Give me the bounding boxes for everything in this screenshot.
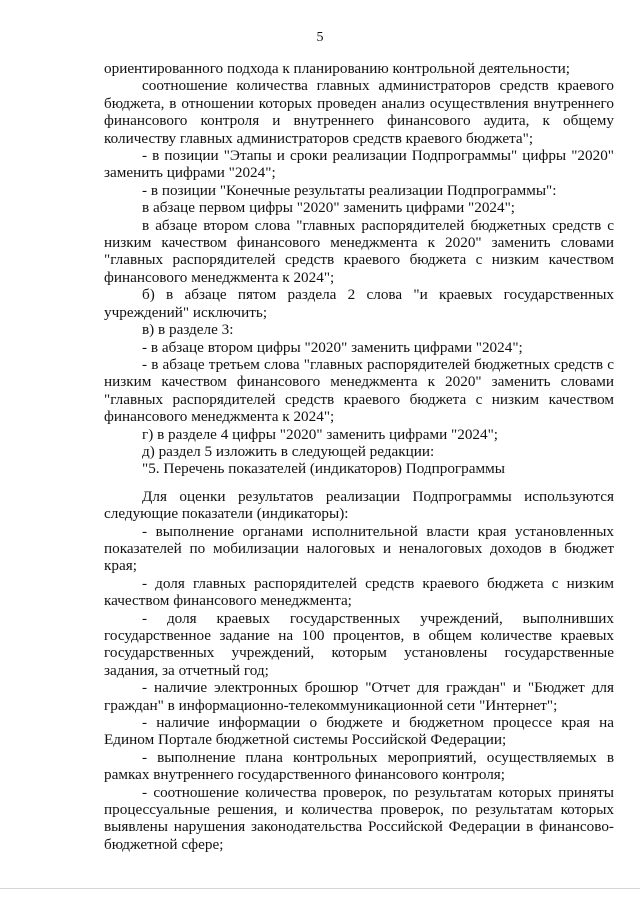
paragraph: в) в разделе 3: bbox=[142, 321, 234, 339]
paragraph: соотношение количества главных администраторов средств краевого бюджета, в отношении которых проведен анализ осуществления внутреннего финансового контроля и внутреннего финансового аудита, к общему количеству главных администраторов средств краевого бюджета"; bbox=[104, 77, 614, 147]
paragraph: - доля краевых государственных учреждений, выполнивших государственное задание на 100 процентов, в общем количестве краевых государственных учреждений, которым установлены государственные задания, за отчетный год; bbox=[104, 609, 614, 679]
paragraph: - соотношение количества проверок, по результатам которых приняты процессуальные решения, и количества проверок, по результатам которых выявлены нарушения законодательства Российской Федерации в финансово-бюджетной сфере; bbox=[104, 783, 614, 853]
document-body bbox=[104, 60, 614, 853]
paragraph: - наличие информации о бюджете и бюджетном процессе края на Едином Портале бюджетной системы Российской Федерации; bbox=[104, 714, 614, 749]
paragraph: - выполнение плана контрольных мероприятий, осуществляемых в рамках внутреннего государственного финансового контроля; bbox=[104, 748, 614, 784]
paragraph: - в абзаце втором цифры "2020" заменить цифрами "2024"; bbox=[142, 338, 523, 356]
paragraph: б) в абзаце пятом раздела 2 слова "и краевых государственных учреждений" исключить; bbox=[104, 286, 614, 321]
paragraph: - в позиции "Конечные результаты реализации Подпрограммы": bbox=[142, 181, 557, 199]
paragraph: - наличие электронных брошюр "Отчет для граждан" и "Бюджет для граждан" в информационно-телекоммуникационной сети "Интернет"; bbox=[104, 679, 614, 714]
paragraph: в абзаце втором слова "главных распорядителей бюджетных средств с низким качеством финансового менеджмента к 2020" заменить словами "главных распорядителей средств краевого бюджета с низким качеством финансового менеджмента к 2024"; bbox=[104, 216, 614, 286]
paragraph: - в позиции "Этапы и сроки реализации Подпрограммы" цифры "2020" заменить цифрами "2024"; bbox=[104, 147, 614, 182]
page-number: 5 bbox=[316, 30, 324, 45]
paragraph: - в абзаце третьем слова "главных распорядителей бюджетных средств с низким качеством финансового менеджмента к 2020" заменить словами "главных распорядителей средств краевого бюджета с низким качеством финансового менеджмента к 2024"; bbox=[104, 355, 614, 426]
scan-edge-line bbox=[0, 888, 640, 889]
paragraph: ориентированного подхода к планированию контрольной деятельности; bbox=[104, 60, 571, 77]
paragraph: в абзаце первом цифры "2020" заменить цифрами "2024"; bbox=[142, 199, 516, 217]
paragraph: Для оценки результатов реализации Подпрограммы используются следующие показатели (индикаторы): bbox=[104, 487, 614, 523]
paragraph: - выполнение органами исполнительной власти края установленных показателей по мобилизации налоговых и неналоговых доходов в бюджет края; bbox=[104, 522, 614, 575]
paragraph: д) раздел 5 изложить в следующей редакции: bbox=[142, 442, 435, 460]
paragraph: г) в разделе 4 цифры "2020" заменить цифрами "2024"; bbox=[142, 425, 499, 443]
paragraph: - доля главных распорядителей средств краевого бюджета с низким качеством финансового менеджмента; bbox=[104, 574, 614, 610]
section-heading: "5. Перечень показателей (индикаторов) Подпрограммы bbox=[142, 460, 505, 478]
